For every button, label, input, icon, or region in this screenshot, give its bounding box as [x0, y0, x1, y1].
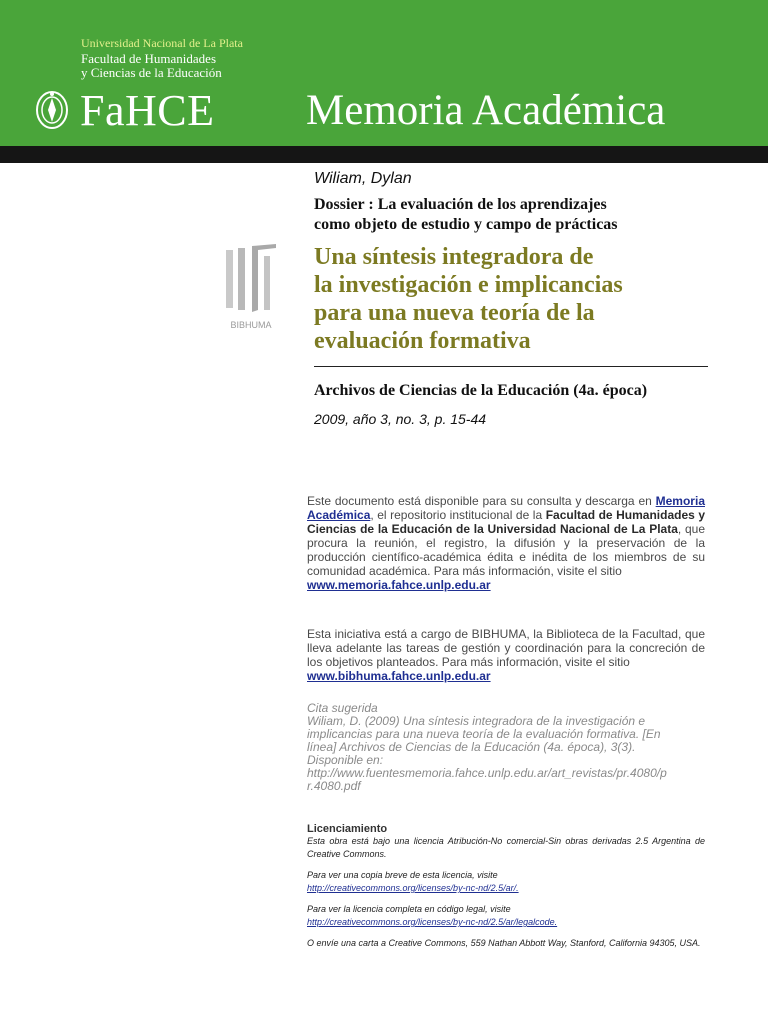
title-divider [314, 366, 708, 367]
license-mail: O envíe una carta a Creative Commons, 559 Nathan Abbott Way, Stanford, California 94305, USA. [307, 938, 701, 948]
university-name: Universidad Nacional de La Plata [81, 36, 243, 50]
dossier-title: Dossier : La evaluación de los aprendizajes como objeto de estudio y campo de prácticas [314, 196, 618, 233]
site-title: Memoria Académica [306, 87, 666, 134]
bibhuma-paragraph: Esta iniciativa está a cargo de BIBHUMA, la Biblioteca de la Facultad, que lleva adelante las tareas de gestión y coordinación para la concreción de los objetivos planteados. Para más información, visite el sitio www.bibhuma.fahce.unlp.edu.ar [307, 627, 705, 683]
bibhuma-logo-text: BIBHUMA [230, 320, 272, 330]
suggested-citation: Cita sugerida Wiliam, D. (2009) Una síntesis integradora de la investigación e implicancias para una nueva teoría de la evaluación formativa. [En línea] Archivos de Ciencias de la Educación (4a. época), 3(3). Disponible en: http://www.fuentesmemoria.fahce.unlp.edu.ar/art_revistas/pr.4080/p r.4080.pdf [307, 702, 707, 793]
bibhuma-url-link[interactable]: www.bibhuma.fahce.unlp.edu.ar [307, 669, 491, 683]
availability-paragraph: Este documento está disponible para su consulta y descarga en Memoria Académica, el repositorio institucional de la Facultad de Humanidades y Ciencias de la Educación de la Universidad Nacional de La Plata, que procura la reunión, el registro, la difusión y la preservación de la producción científico-académica édita e inédita de los miembros de su comunidad académica. Para más información, visite el sitio www.memoria.fahce.unlp.edu.ar [307, 494, 705, 592]
memoria-url-link[interactable]: www.memoria.fahce.unlp.edu.ar [307, 578, 491, 592]
author-name: Wiliam, Dylan [314, 170, 412, 187]
fahce-logo-text: FaHCE [80, 86, 215, 135]
license-heading: Licenciamiento [307, 823, 388, 835]
memoria-academica-link[interactable]: Memoria Académica [307, 494, 705, 522]
license-section: Licenciamiento Esta obra está bajo una licencia Atribución-No comercial-Sin obras derivadas 2.5 Argentina de Creative Commons. Para ver una copia breve de esta licencia, visite http://creativecommons.org/licenses/by-nc-nd/2.5/ar/. Para ver la licencia completa en código legal, visite http://creativecommons.org/licenses/by-nc-nd/2.5/ar/legalcode. O envíe una carta a Creative Commons, 559 Nathan Abbott Way, Stanford, California 94305, USA. [307, 823, 705, 948]
header-banner [0, 0, 768, 146]
header-divider [0, 146, 768, 163]
license-full-link[interactable]: http://creativecommons.org/licenses/by-nc-nd/2.5/ar/legalcode. [307, 917, 558, 927]
license-copy-link[interactable]: http://creativecommons.org/licenses/by-nc-nd/2.5/ar/. [307, 883, 519, 893]
university-seal-icon [34, 90, 70, 130]
citation-url[interactable]: http://www.fuentesmemoria.fahce.unlp.edu.ar/art_revistas/pr.4080/p [307, 766, 667, 780]
faculty-name: Facultad de Humanidades y Ciencias de la Educación [81, 51, 222, 80]
article-title: Una síntesis integradora de la investigación e implicancias para una nueva teoría de la evaluación formativa [314, 244, 623, 354]
issue-info: 2009, año 3, no. 3, p. 15-44 [314, 411, 487, 427]
journal-name: Archivos de Ciencias de la Educación (4a. época) [314, 382, 648, 399]
license-text: Esta obra está bajo una licencia Atribución-No comercial-Sin obras derivadas 2.5 Argentina de Creative Commons. [307, 836, 705, 859]
bibhuma-logo-icon [218, 242, 284, 332]
